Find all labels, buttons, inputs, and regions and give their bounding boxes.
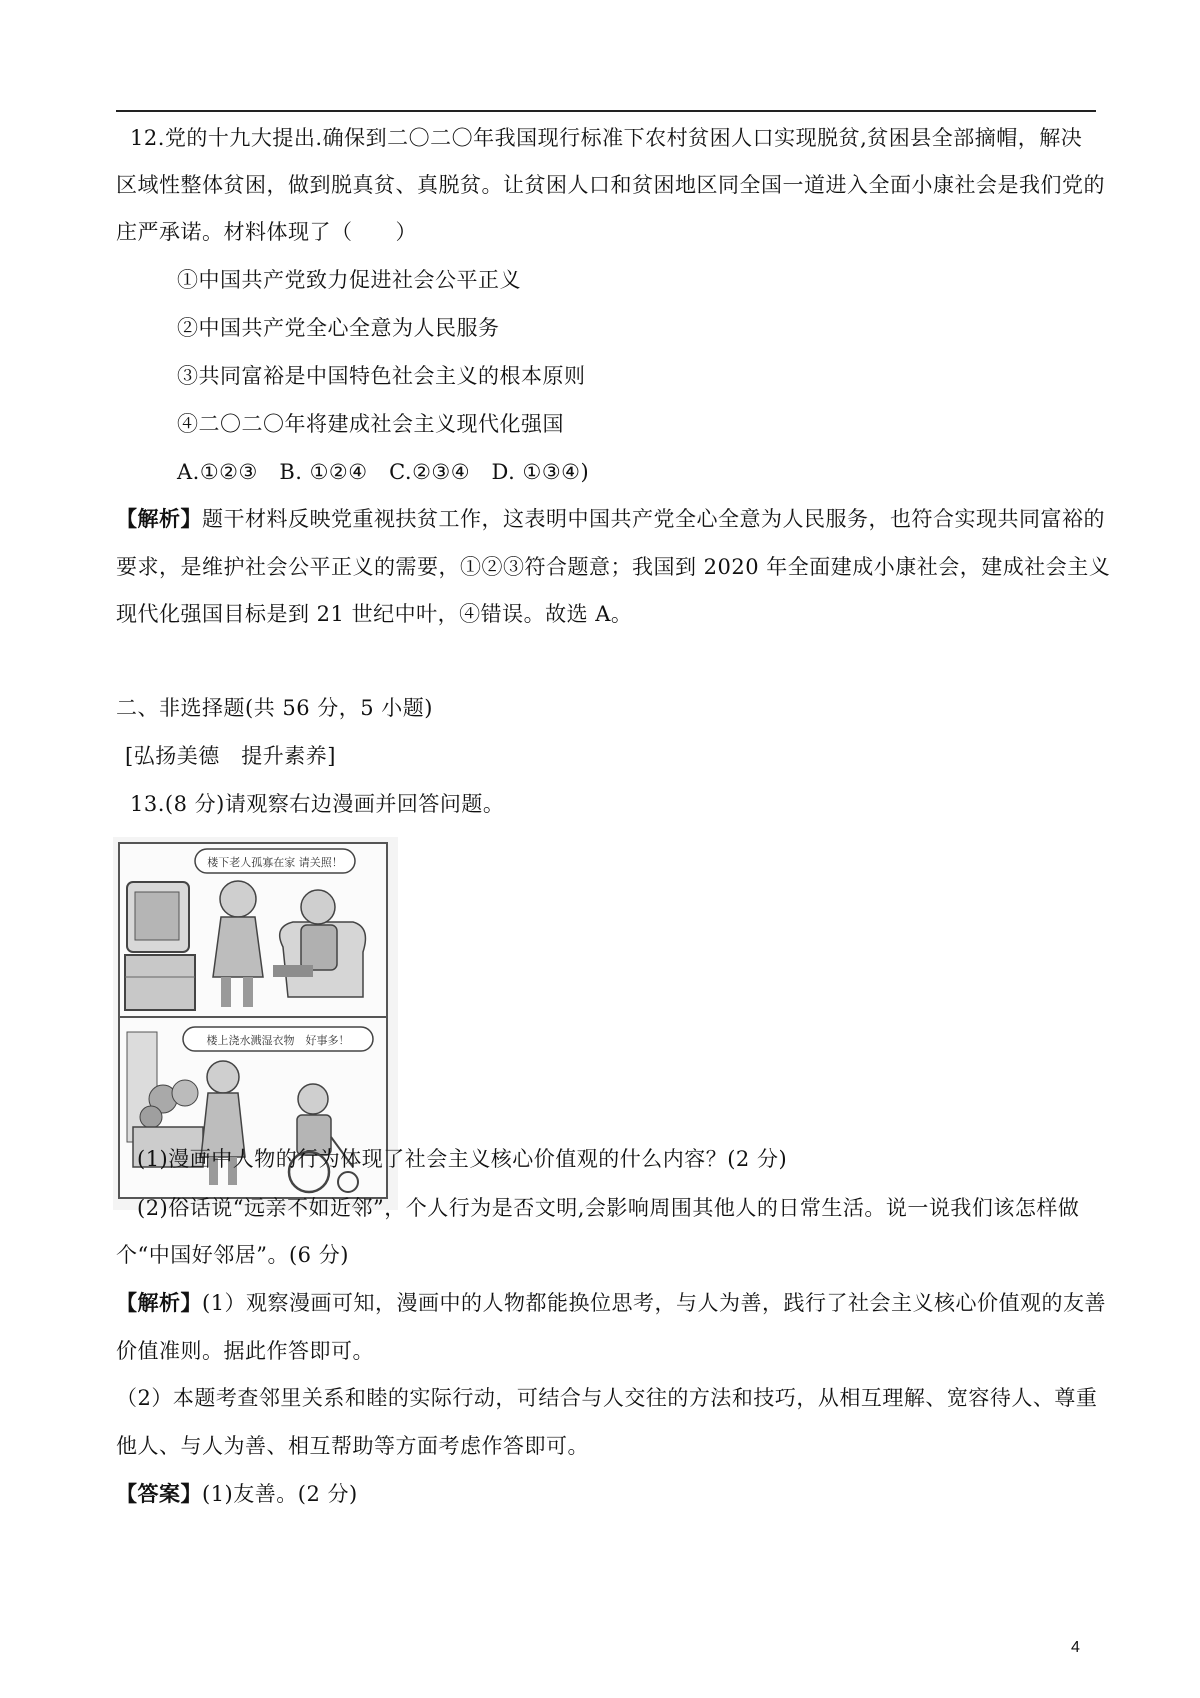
q12-stem-line-2: 区域性整体贫困，做到脱真贫、真脱贫。让贫困人口和贫困地区同全国一道进入全面小康社会是我们党的: [116, 173, 1105, 197]
q13-analysis-label: 【解析】: [116, 1290, 202, 1315]
section2-heading: 二、非选择题(共 56 分，5 小题): [116, 696, 433, 720]
page-number: 4: [1071, 1639, 1080, 1656]
q13-answer-line: [116, 1480, 358, 1508]
q12-analysis-line-3: 现代化强国目标是到 21 世纪中叶，④错误。故选 A。: [116, 602, 633, 626]
tv-icon: [125, 882, 195, 1010]
q13-answer-label: 【答案】: [116, 1481, 202, 1506]
q12-item-4: ④二〇二〇年将建成社会主义现代化强国: [177, 412, 564, 436]
comic-bottom-caption: 楼上浇水溅湿衣物 好事多！: [206, 1034, 350, 1047]
q12-analysis-text-1: 题干材料反映党重视扶贫工作，这表明中国共产党全心全意为人民服务，也符合实现共同富裕的: [202, 507, 1105, 531]
q13-sub1: (1)漫画中人物的行为体现了社会主义核心价值观的什么内容？(2 分): [137, 1147, 788, 1171]
q13-analysis-line-1: [116, 1289, 1106, 1317]
q12-analysis-line-1: [116, 505, 1105, 533]
header-rule: [116, 110, 1096, 112]
q12-options: A.①②③ B. ①②④ C.②③④ D. ①③④): [177, 460, 590, 484]
q13-analysis-line-3: （2）本题考查邻里关系和睦的实际行动，可结合与人交往的方法和技巧，从相互理解、宽容待人、尊重: [116, 1386, 1098, 1410]
q12-analysis-label: 【解析】: [116, 506, 202, 531]
q12-stem-line-3: 庄严承诺。材料体现了（ ）: [116, 220, 417, 244]
section2-subheading: [弘扬美德 提升素养]: [125, 744, 336, 768]
q13-answer-text: (1)友善。(2 分): [202, 1482, 358, 1506]
q12-stem-line-1: 12.党的十九大提出.确保到二〇二〇年我国现行标准下农村贫困人口实现脱贫,贫困县全部摘帽，解决: [130, 126, 1083, 150]
q12-analysis-line-2: 要求，是维护社会公平正义的需要，①②③符合题意；我国到 2020 年全面建成小康社会，建成社会主义: [116, 555, 1111, 579]
q13-sub2-line-2: 个“中国好邻居”。(6 分): [116, 1243, 349, 1267]
q13-sub2-line-1: (2)俗话说“远亲不如近邻”，个人行为是否文明,会影响周围其他人的日常生活。说一说我们该怎样做: [137, 1196, 1080, 1220]
q13-stem: 13.(8 分)请观察右边漫画并回答问题。: [130, 792, 505, 816]
q12-item-2: ②中国共产党全心全意为人民服务: [177, 316, 500, 340]
q12-item-3: ③共同富裕是中国特色社会主义的根本原则: [177, 364, 586, 388]
q12-item-1: ①中国共产党致力促进社会公平正义: [177, 268, 521, 292]
q13-analysis-line-4: 他人、与人为善、相互帮助等方面考虑作答即可。: [116, 1434, 589, 1458]
q13-analysis-text-1: (1）观察漫画可知，漫画中的人物都能换位思考，与人为善，践行了社会主义核心价值观的友善: [202, 1291, 1107, 1315]
comic-top-caption: 楼下老人孤寡在家 请关照！: [207, 856, 343, 869]
q13-analysis-line-2: 价值准则。据此作答即可。: [116, 1339, 374, 1363]
